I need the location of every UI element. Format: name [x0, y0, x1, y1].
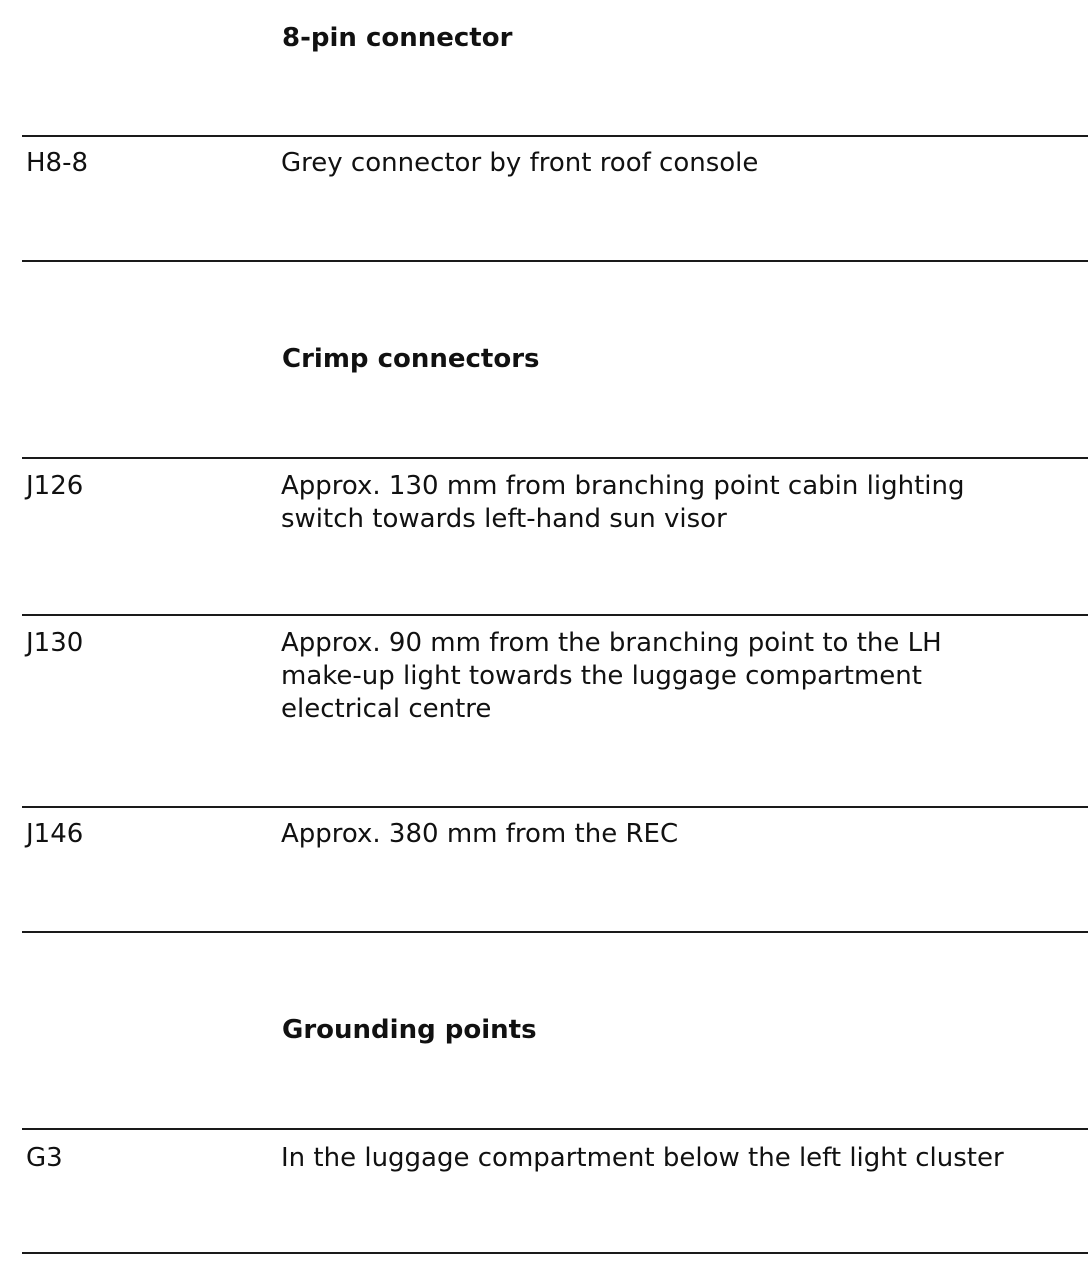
table-rule — [22, 1252, 1088, 1254]
connector-code-j130: J130 — [26, 628, 84, 658]
table-rule — [22, 614, 1088, 616]
section-heading-crimp-connectors: Crimp connectors — [282, 344, 540, 374]
connector-description-h8-8: Grey connector by front roof console — [281, 148, 759, 178]
connector-code-j146: J146 — [26, 819, 84, 849]
table-rule — [22, 1128, 1088, 1130]
table-rule — [22, 260, 1088, 262]
connector-description-j146: Approx. 380 mm from the REC — [281, 819, 679, 849]
connector-description-j126: Approx. 130 mm from branching point cabin lighting switch towards left-hand sun visor — [281, 471, 965, 534]
connector-description-j130: Approx. 90 mm from the branching point to the LH make-up light towards the luggage compartment electrical centre — [281, 628, 942, 724]
grounding-code-g3: G3 — [26, 1143, 63, 1173]
section-heading-grounding-points: Grounding points — [282, 1015, 537, 1045]
table-rule — [22, 457, 1088, 459]
table-rule — [22, 135, 1088, 137]
grounding-description-g3: In the luggage compartment below the left light cluster — [281, 1143, 1004, 1173]
connector-code-h8-8: H8-8 — [26, 148, 89, 178]
section-heading-8-pin-connector: 8-pin connector — [282, 23, 513, 53]
connector-code-j126: J126 — [26, 471, 84, 501]
table-rule — [22, 931, 1088, 933]
table-rule — [22, 806, 1088, 808]
